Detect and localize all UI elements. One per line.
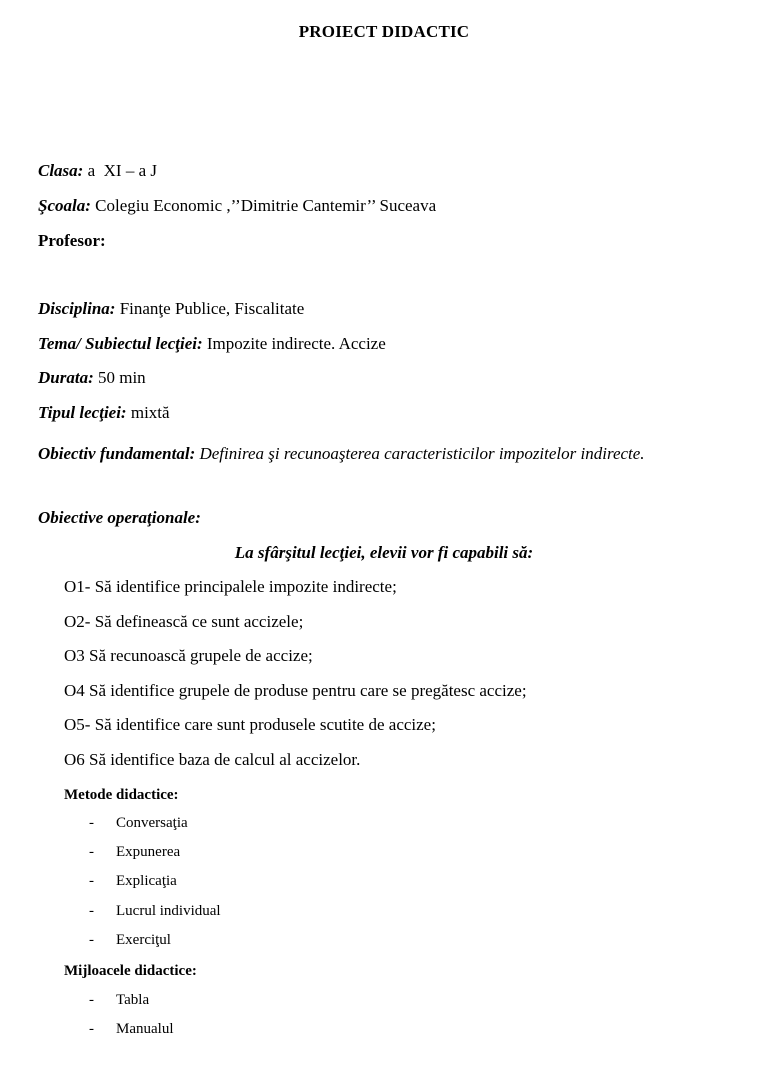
objective-item: O3 Să recunoască grupele de accize;	[64, 646, 313, 665]
bullet-dash: -	[89, 992, 94, 1008]
field-durata	[38, 367, 146, 389]
field-durata-value: 50 min	[93, 368, 146, 387]
objective-item: O5- Să identifice care sunt produsele scutite de accize;	[64, 715, 436, 734]
metode-list-item	[89, 871, 177, 891]
metode-list-item-label: Exerciţul	[116, 932, 171, 948]
bullet-dash: -	[89, 903, 94, 919]
field-obiectiv-fundamental-value: Definirea şi recunoaşterea caracteristicilor impozitelor indirecte.	[195, 444, 645, 463]
metode-list-item-label: Expunerea	[116, 844, 181, 860]
metode-list-item	[89, 842, 180, 862]
field-durata-label: Durata:	[38, 368, 94, 387]
field-obiectiv-fundamental-label: Obiectiv fundamental:	[38, 444, 196, 463]
field-tema	[38, 333, 386, 355]
field-obiectiv-fundamental	[38, 437, 730, 471]
field-tipul-label: Tipul lecţiei:	[38, 403, 127, 422]
field-profesor-label: Profesor:	[38, 231, 106, 250]
bullet-dash: -	[89, 873, 94, 889]
objectives-intro: La sfârşitul lecţiei, elevii vor fi capabili să:	[234, 543, 534, 562]
bullet-dash: -	[89, 815, 94, 831]
objective-item: O4 Să identifice grupele de produse pentru care se pregătesc accize;	[64, 681, 527, 700]
field-clasa-value: a XI – a J	[83, 161, 157, 180]
objective-item: O6 Să identifice baza de calcul al accizelor.	[64, 750, 361, 769]
field-tema-label: Tema/ Subiectul lecţiei:	[38, 334, 203, 353]
field-scoala	[38, 195, 436, 217]
field-clasa	[38, 160, 157, 182]
metode-list-item-label: Explicaţia	[116, 873, 177, 889]
metode-list-item-label: Lucrul individual	[116, 903, 221, 919]
bullet-dash: -	[89, 1021, 94, 1037]
field-scoala-label: Şcoala:	[38, 196, 91, 215]
field-disciplina-value: Finanţe Publice, Fiscalitate	[115, 299, 305, 318]
field-disciplina-label: Disciplina:	[38, 299, 116, 318]
field-disciplina	[38, 298, 304, 320]
field-profesor	[38, 230, 106, 252]
metode-list-item-label: Conversaţia	[116, 815, 188, 831]
metode-list-item	[89, 813, 188, 833]
mijloace-heading: Mijloacele didactice:	[64, 963, 197, 979]
field-tema-value: Impozite indirecte. Accize	[202, 334, 386, 353]
mijloace-list-item	[89, 1019, 174, 1039]
field-tipul	[38, 402, 170, 424]
bullet-dash: -	[89, 844, 94, 860]
document-title: PROIECT DIDACTIC	[298, 22, 470, 41]
metode-list-item	[89, 901, 221, 921]
field-scoala-value: Colegiu Economic ,’’Dimitrie Cantemir’’ Suceava	[90, 196, 437, 215]
field-obiective-operationale	[38, 507, 201, 529]
mijloace-list-item-label: Tabla	[116, 992, 150, 1008]
mijloace-list-item-label: Manualul	[116, 1021, 174, 1037]
field-clasa-label: Clasa:	[38, 161, 84, 180]
metode-list-item	[89, 930, 171, 950]
mijloace-list-item	[89, 990, 149, 1010]
metode-heading: Metode didactice:	[64, 787, 179, 803]
objective-item: O1- Să identifice principalele impozite indirecte;	[64, 577, 397, 596]
field-obiective-operationale-label: Obiective operaţionale:	[38, 508, 201, 527]
field-tipul-value: mixtă	[126, 403, 170, 422]
bullet-dash: -	[89, 932, 94, 948]
objective-item: O2- Să definească ce sunt accizele;	[64, 612, 304, 631]
